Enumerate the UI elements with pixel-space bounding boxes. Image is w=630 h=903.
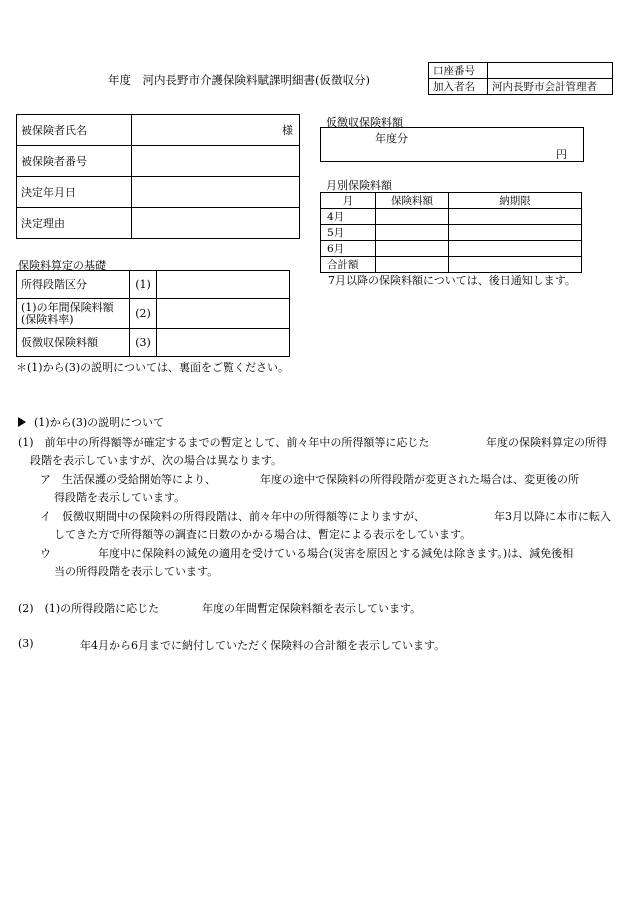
explanation-i-line1b: 年3月以降に本市に転入 — [494, 510, 611, 523]
due-cell — [449, 225, 582, 241]
decision-date-value — [132, 177, 300, 208]
document-title: 年度 河内長野市介護保険料賦課明細書(仮徴収分) — [108, 73, 370, 87]
explanation-i-line2: してきた方で所得額等の調査に日数のかかる場合は、暫定による表示をしています。 — [54, 528, 472, 541]
explanation-a-line1b: 年度の途中で保険料の所得段階が変更された場合は、変更後の所 — [260, 473, 579, 486]
explanation-3a: (3) — [18, 637, 34, 650]
amount-cell — [376, 209, 449, 225]
col-due-header: 納期限 — [449, 193, 582, 209]
monthly-premium-table — [320, 192, 582, 273]
explanation-2a: (2) (1)の所得段階に応じた — [18, 602, 160, 615]
honorific-suffix: 様 — [282, 124, 293, 137]
provisional-premium-value — [157, 329, 290, 357]
col-month-header: 月 — [321, 193, 376, 209]
explanation-a-line1a: ア 生活保護の受給開始等により、 — [40, 473, 216, 486]
account-number-label: 口座番号 — [429, 63, 488, 79]
triangle-bullet-icon — [18, 417, 26, 427]
amount-cell — [376, 225, 449, 241]
decision-reason-value — [132, 208, 300, 239]
explanation-1-line2: 段階を表示していますが、次の場合は異なります。 — [30, 454, 283, 467]
due-cell — [449, 241, 582, 257]
explanation-3b: 年4月から6月までに納付していただく保険料の合計額を表示しています。 — [80, 639, 446, 652]
amount-cell — [376, 241, 449, 257]
month-cell: 6月 — [321, 241, 376, 257]
account-table — [428, 62, 613, 95]
table-row — [321, 225, 582, 241]
member-name-value: 河内長野市会計管理者 — [488, 79, 613, 95]
explanation-u-marker: ウ — [40, 547, 51, 560]
monthly-note: 7月以降の保険料額については、後日通知します。 — [328, 274, 576, 287]
provisional-amount-box — [320, 127, 584, 162]
annual-premium-value — [157, 299, 290, 329]
total-cell: 合計額 — [321, 257, 376, 273]
basis-heading: 保険料算定の基礎 — [18, 259, 106, 272]
annual-premium-label-line2: (保険料率) — [21, 312, 74, 326]
income-bracket-value — [157, 271, 290, 299]
explanation-i-line1a: イ 仮徴収期間中の保険料の所得段階は、前々年中の所得額等によりますが、 — [40, 510, 425, 523]
explanation-u-line1: 年度中に保険料の減免の適用を受けている場合(災害を原因とする減免は除きます。)は、減免後相 — [98, 547, 574, 560]
table-row — [321, 257, 582, 273]
monthly-premium-heading: 月別保険料額 — [326, 179, 392, 192]
income-bracket-label: 所得段階区分 — [17, 271, 130, 299]
explanation-u-line2: 当の所得段階を表示しています。 — [54, 565, 219, 578]
table-row — [321, 241, 582, 257]
explanation-1-line1b: 年度の保険料算定の所得 — [486, 436, 607, 449]
provisional-amount-heading: 仮徴収保険料額 — [326, 116, 403, 129]
basis-table — [16, 270, 290, 357]
yen-unit: 円 — [556, 148, 567, 161]
item-number-3: (3) — [130, 329, 157, 357]
member-name-label: 加入者名 — [429, 79, 488, 95]
due-cell — [449, 209, 582, 225]
explanation-2b: 年度の年間暫定保険料額を表示しています。 — [202, 602, 422, 615]
account-number-value — [488, 63, 613, 79]
annual-premium-label-line1: (1)の年間保険料額 — [21, 300, 114, 314]
decision-reason-label: 決定理由 — [17, 208, 132, 239]
annual-premium-label — [17, 299, 130, 329]
explanation-a-line2: 得段階を表示しています。 — [54, 491, 186, 504]
item-number-1: (1) — [130, 271, 157, 299]
table-row — [321, 209, 582, 225]
amount-cell — [376, 257, 449, 273]
col-amount-header: 保険料額 — [376, 193, 449, 209]
month-cell: 4月 — [321, 209, 376, 225]
due-cell — [449, 257, 582, 273]
explanation-heading: (1)から(3)の説明について — [34, 416, 164, 429]
fiscal-year-label: 年度分 — [375, 132, 408, 145]
insured-number-label: 被保険者番号 — [17, 146, 132, 177]
explanation-1-line1a: (1) 前年中の所得額等が確定するまでの暫定として、前々年中の所得額等に応じた — [18, 436, 430, 449]
item-number-2: (2) — [130, 299, 157, 329]
basis-note: ＊(1)から(3)の説明については、裏面をご覧ください。 — [16, 361, 289, 374]
provisional-premium-label: 仮徴収保険料額 — [17, 329, 130, 357]
insured-person-table — [16, 114, 300, 239]
decision-date-label: 決定年月日 — [17, 177, 132, 208]
insured-number-value — [132, 146, 300, 177]
insured-name-label: 被保険者氏名 — [17, 115, 132, 146]
month-cell: 5月 — [321, 225, 376, 241]
explanation-heading-row — [18, 414, 164, 430]
insured-name-value — [132, 115, 300, 146]
